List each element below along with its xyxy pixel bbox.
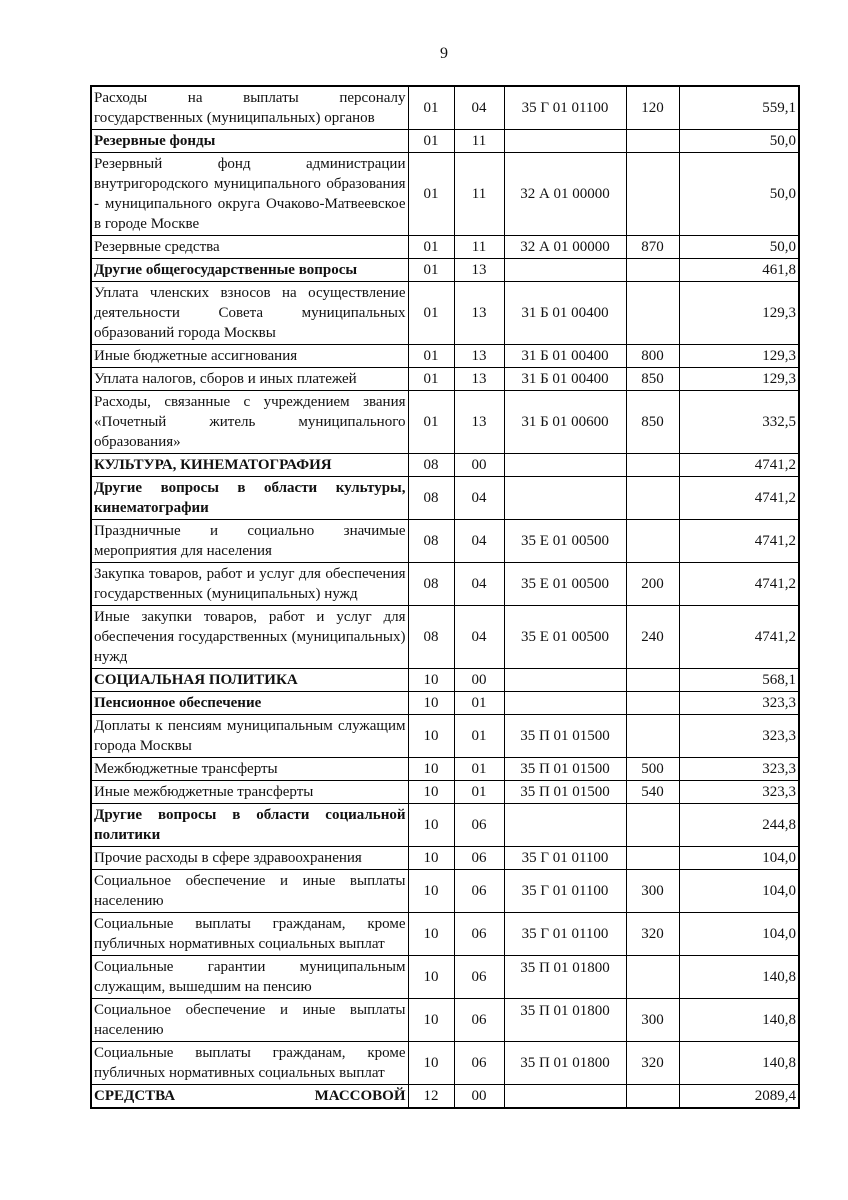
cell-amount: 323,3 [679,781,799,804]
cell-pr: 01 [454,758,504,781]
cell-amount: 323,3 [679,692,799,715]
cell-amount: 323,3 [679,715,799,758]
cell-name: Иные бюджетные ассигнования [91,345,408,368]
cell-csr [504,454,626,477]
table-row [91,847,799,870]
cell-vr [626,715,679,758]
cell-pr: 06 [454,999,504,1042]
cell-pr: 06 [454,956,504,999]
table-row [91,153,799,236]
cell-name: Расходы, связанные с учреждением звания «Почетный житель муниципального образования» [91,391,408,454]
cell-amount: 129,3 [679,368,799,391]
cell-amount: 104,0 [679,870,799,913]
cell-rz: 10 [408,804,454,847]
cell-csr [504,477,626,520]
cell-csr: 35 Г 01 01100 [504,870,626,913]
table-row [91,781,799,804]
cell-pr: 01 [454,781,504,804]
cell-name: Социальное обеспечение и иные выплаты населению [91,999,408,1042]
cell-vr [626,153,679,236]
cell-rz: 08 [408,454,454,477]
cell-rz: 01 [408,130,454,153]
cell-name: СРЕДСТВА МАССОВОЙ [91,1085,408,1109]
cell-rz: 10 [408,758,454,781]
cell-csr: 35 П 01 01800 [504,1042,626,1085]
cell-pr: 13 [454,282,504,345]
cell-name: Другие вопросы в области культуры, кинематографии [91,477,408,520]
table-row [91,368,799,391]
table-row [91,130,799,153]
cell-name: Иные закупки товаров, работ и услуг для обеспечения государственных (муниципальных) нужд [91,606,408,669]
cell-name: СОЦИАЛЬНАЯ ПОЛИТИКА [91,669,408,692]
table-row [91,86,799,130]
cell-csr [504,1085,626,1109]
cell-amount: 140,8 [679,999,799,1042]
cell-amount: 2089,4 [679,1085,799,1109]
cell-csr: 32 А 01 00000 [504,153,626,236]
cell-vr: 320 [626,1042,679,1085]
cell-csr: 35 Г 01 01100 [504,86,626,130]
table-row [91,1042,799,1085]
cell-rz: 10 [408,847,454,870]
cell-csr: 31 Б 01 00400 [504,345,626,368]
cell-vr: 850 [626,391,679,454]
cell-pr: 04 [454,477,504,520]
cell-vr: 500 [626,758,679,781]
table-row [91,669,799,692]
table-row [91,454,799,477]
page-number: 9 [440,45,448,62]
cell-name: Резервные средства [91,236,408,259]
cell-rz: 10 [408,692,454,715]
cell-csr: 31 Б 01 00600 [504,391,626,454]
cell-amount: 129,3 [679,345,799,368]
cell-csr [504,804,626,847]
cell-amount: 4741,2 [679,563,799,606]
cell-rz: 10 [408,956,454,999]
cell-vr [626,477,679,520]
table-row [91,520,799,563]
cell-amount: 4741,2 [679,606,799,669]
cell-name: Праздничные и социально значимые мероприятия для населения [91,520,408,563]
cell-name: Прочие расходы в сфере здравоохранения [91,847,408,870]
cell-amount: 461,8 [679,259,799,282]
cell-vr [626,847,679,870]
cell-csr: 35 Е 01 00500 [504,563,626,606]
cell-vr [626,669,679,692]
cell-csr: 31 Б 01 00400 [504,368,626,391]
cell-rz: 10 [408,1042,454,1085]
cell-amount: 332,5 [679,391,799,454]
cell-rz: 08 [408,563,454,606]
table-row [91,715,799,758]
cell-pr: 04 [454,520,504,563]
table-row [91,692,799,715]
table-row [91,391,799,454]
cell-amount: 4741,2 [679,520,799,563]
cell-rz: 10 [408,999,454,1042]
table-row [91,1085,799,1109]
cell-vr: 120 [626,86,679,130]
cell-pr: 11 [454,236,504,259]
cell-name: Уплата налогов, сборов и иных платежей [91,368,408,391]
cell-name: Социальное обеспечение и иные выплаты населению [91,870,408,913]
cell-rz: 01 [408,391,454,454]
cell-amount: 140,8 [679,1042,799,1085]
cell-rz: 10 [408,870,454,913]
cell-amount: 140,8 [679,956,799,999]
cell-pr: 13 [454,368,504,391]
cell-pr: 06 [454,870,504,913]
cell-csr [504,259,626,282]
cell-csr: 35 П 01 01500 [504,715,626,758]
cell-rz: 01 [408,368,454,391]
cell-name: Уплата членских взносов на осуществление деятельности Совета муниципальных образований города Москвы [91,282,408,345]
cell-csr: 35 Г 01 01100 [504,847,626,870]
cell-csr: 35 П 01 01800 [504,999,626,1042]
cell-name: Резервные фонды [91,130,408,153]
cell-pr: 04 [454,86,504,130]
cell-csr [504,130,626,153]
cell-amount: 323,3 [679,758,799,781]
cell-rz: 10 [408,913,454,956]
cell-vr: 540 [626,781,679,804]
table-row [91,259,799,282]
cell-vr: 800 [626,345,679,368]
cell-rz: 01 [408,282,454,345]
table-row [91,956,799,999]
cell-vr [626,1085,679,1109]
cell-csr: 31 Б 01 00400 [504,282,626,345]
cell-vr [626,692,679,715]
cell-csr: 35 П 01 01500 [504,781,626,804]
cell-amount: 559,1 [679,86,799,130]
cell-pr: 06 [454,804,504,847]
cell-vr [626,454,679,477]
cell-csr: 32 А 01 00000 [504,236,626,259]
cell-vr [626,130,679,153]
cell-name: Другие общегосударственные вопросы [91,259,408,282]
cell-csr [504,669,626,692]
cell-pr: 04 [454,606,504,669]
cell-rz: 08 [408,606,454,669]
cell-pr: 06 [454,1042,504,1085]
cell-vr: 300 [626,999,679,1042]
cell-rz: 01 [408,86,454,130]
cell-amount: 104,0 [679,913,799,956]
cell-vr [626,804,679,847]
cell-pr: 13 [454,391,504,454]
cell-name: Социальные выплаты гражданам, кроме публичных нормативных социальных выплат [91,1042,408,1085]
cell-csr: 35 Е 01 00500 [504,520,626,563]
cell-name: Социальные гарантии муниципальным служащим, вышедшим на пенсию [91,956,408,999]
cell-name: Иные межбюджетные трансферты [91,781,408,804]
cell-rz: 12 [408,1085,454,1109]
cell-vr [626,956,679,999]
cell-amount: 50,0 [679,153,799,236]
cell-amount: 4741,2 [679,477,799,520]
cell-rz: 01 [408,153,454,236]
cell-pr: 00 [454,669,504,692]
cell-vr [626,282,679,345]
cell-amount: 50,0 [679,130,799,153]
cell-rz: 10 [408,669,454,692]
cell-vr [626,520,679,563]
cell-pr: 11 [454,130,504,153]
table-row [91,913,799,956]
table-row [91,563,799,606]
table-row [91,870,799,913]
cell-name: Межбюджетные трансферты [91,758,408,781]
cell-csr: 35 П 01 01800 [504,956,626,999]
cell-pr: 13 [454,259,504,282]
cell-rz: 08 [408,477,454,520]
cell-vr [626,259,679,282]
cell-vr: 850 [626,368,679,391]
table-row [91,804,799,847]
table-row [91,236,799,259]
table-row [91,999,799,1042]
cell-amount: 104,0 [679,847,799,870]
cell-name: Социальные выплаты гражданам, кроме публичных нормативных социальных выплат [91,913,408,956]
cell-pr: 01 [454,692,504,715]
cell-rz: 01 [408,345,454,368]
cell-csr [504,692,626,715]
cell-pr: 11 [454,153,504,236]
cell-rz: 10 [408,781,454,804]
cell-csr: 35 Е 01 00500 [504,606,626,669]
cell-name: Доплаты к пенсиям муниципальным служащим города Москвы [91,715,408,758]
cell-name: Закупка товаров, работ и услуг для обеспечения государственных (муниципальных) нужд [91,563,408,606]
cell-amount: 4741,2 [679,454,799,477]
cell-amount: 50,0 [679,236,799,259]
cell-vr: 870 [626,236,679,259]
cell-csr: 35 Г 01 01100 [504,913,626,956]
cell-name: КУЛЬТУРА, КИНЕМАТОГРАФИЯ [91,454,408,477]
budget-table [90,85,800,1109]
cell-pr: 00 [454,1085,504,1109]
table-row [91,606,799,669]
cell-csr: 35 П 01 01500 [504,758,626,781]
cell-vr: 200 [626,563,679,606]
cell-amount: 129,3 [679,282,799,345]
cell-pr: 01 [454,715,504,758]
table-row [91,758,799,781]
table-row [91,477,799,520]
cell-amount: 244,8 [679,804,799,847]
table-row [91,345,799,368]
budget-table-body [91,86,799,1108]
cell-vr: 300 [626,870,679,913]
cell-name: Расходы на выплаты персоналу государственных (муниципальных) органов [91,86,408,130]
cell-name: Другие вопросы в области социальной политики [91,804,408,847]
cell-pr: 06 [454,847,504,870]
cell-pr: 13 [454,345,504,368]
cell-pr: 00 [454,454,504,477]
table-row [91,282,799,345]
cell-rz: 01 [408,236,454,259]
cell-name: Резервный фонд администрации внутригородского муниципального образования - муниципального округа Очаково-Матвеевское в городе Москве [91,153,408,236]
cell-vr: 320 [626,913,679,956]
cell-vr: 240 [626,606,679,669]
cell-rz: 10 [408,715,454,758]
cell-rz: 08 [408,520,454,563]
cell-pr: 04 [454,563,504,606]
cell-name: Пенсионное обеспечение [91,692,408,715]
cell-pr: 06 [454,913,504,956]
cell-amount: 568,1 [679,669,799,692]
cell-rz: 01 [408,259,454,282]
